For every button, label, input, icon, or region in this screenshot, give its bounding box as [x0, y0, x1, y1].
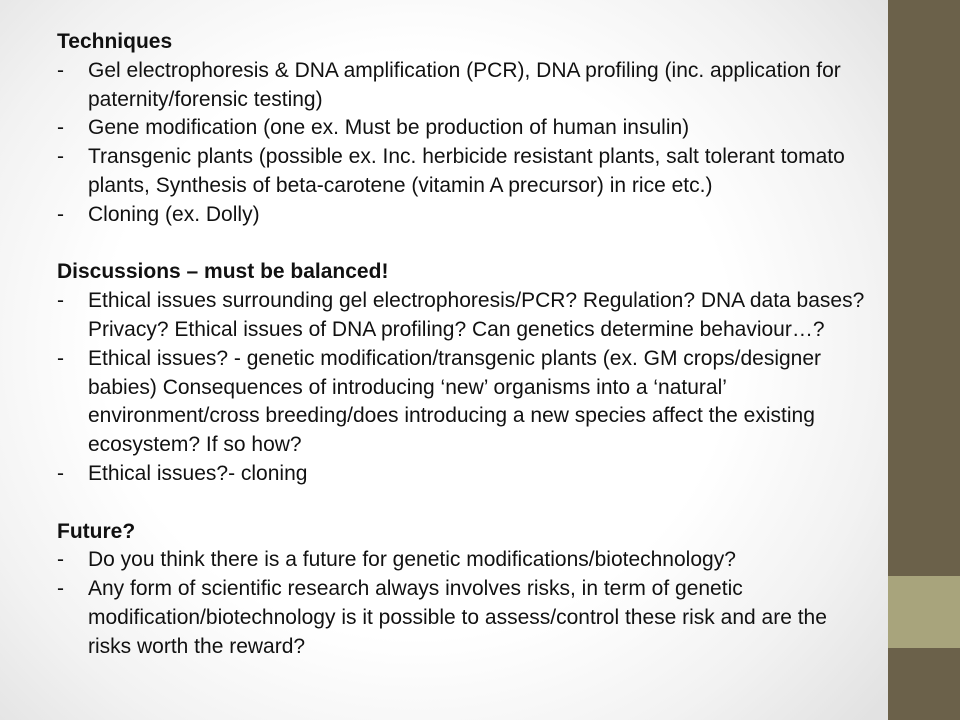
bullet-text-line: Do you think there is a future for genetic modifications/biotechnology? [88, 548, 736, 572]
bullet-marker: - [57, 58, 64, 82]
section-discussions [57, 258, 883, 488]
bullet-item [57, 345, 883, 460]
bullet-marker: - [57, 145, 64, 169]
decorative-side-bar [888, 0, 960, 720]
blank-line [57, 230, 883, 259]
bullet-text-line: Ethical issues surrounding gel electrophoresis/PCR? Regulation? DNA data bases? [88, 289, 865, 313]
bullet-text-line: ecosystem? If so how? [88, 433, 302, 457]
bullet-item [57, 114, 883, 143]
bullet-text-line: Transgenic plants (possible ex. Inc. herbicide resistant plants, salt tolerant tomato [88, 145, 845, 169]
bullet-text-line: environment/cross breeding/does introducing a new species affect the existing [88, 404, 815, 428]
section-heading: Techniques [57, 30, 173, 53]
bullet-item [57, 201, 883, 230]
bullet-text-line: Ethical issues? - genetic modification/transgenic plants (ex. GM crops/designer [88, 346, 822, 370]
bullet-text-line: Gene modification (one ex. Must be production of human insulin) [88, 116, 690, 140]
bullet-text-line: paternity/forensic testing) [88, 87, 323, 111]
bullet-text-line: Gel electrophoresis & DNA amplification (PCR), DNA profiling (inc. application for [88, 58, 841, 82]
bullet-text-line: modification/biotechnology is it possible to assess/control these risk and are the [88, 605, 827, 629]
bullet-item [57, 546, 883, 575]
bullet-marker: - [57, 289, 64, 313]
bullet-text-line: Any form of scientific research always involves risks, in term of genetic [88, 577, 743, 601]
bullet-marker: - [57, 461, 64, 485]
bullet-marker: - [57, 346, 64, 370]
bullet-text-line: babies) Consequences of introducing ‘new’ organisms into a ‘natural’ [88, 375, 727, 399]
section-techniques [57, 28, 883, 230]
bullet-item [57, 143, 883, 201]
bullet-marker: - [57, 116, 64, 140]
slide-content [57, 28, 883, 662]
section-future [57, 518, 883, 662]
bullet-text-line: risks worth the reward? [88, 634, 306, 658]
bullet-marker: - [57, 548, 64, 572]
bullet-marker: - [57, 202, 64, 226]
bullet-item [57, 287, 883, 345]
bullet-marker: - [57, 577, 64, 601]
blank-line [57, 489, 883, 518]
bullet-text-line: plants, Synthesis of beta-carotene (vitamin A precursor) in rice etc.) [88, 173, 713, 197]
bullet-text-line: Privacy? Ethical issues of DNA profiling? Can genetics determine behaviour…? [88, 317, 825, 341]
bullet-item [57, 575, 883, 661]
section-heading: Future? [57, 519, 136, 543]
decorative-side-bar-accent [888, 576, 960, 648]
bullet-text-line: Ethical issues?- cloning [88, 461, 308, 485]
bullet-item [57, 460, 883, 489]
bullet-item [57, 57, 883, 115]
bullet-text-line: Cloning (ex. Dolly) [88, 202, 260, 226]
section-heading: Discussions – must be balanced! [57, 260, 389, 284]
